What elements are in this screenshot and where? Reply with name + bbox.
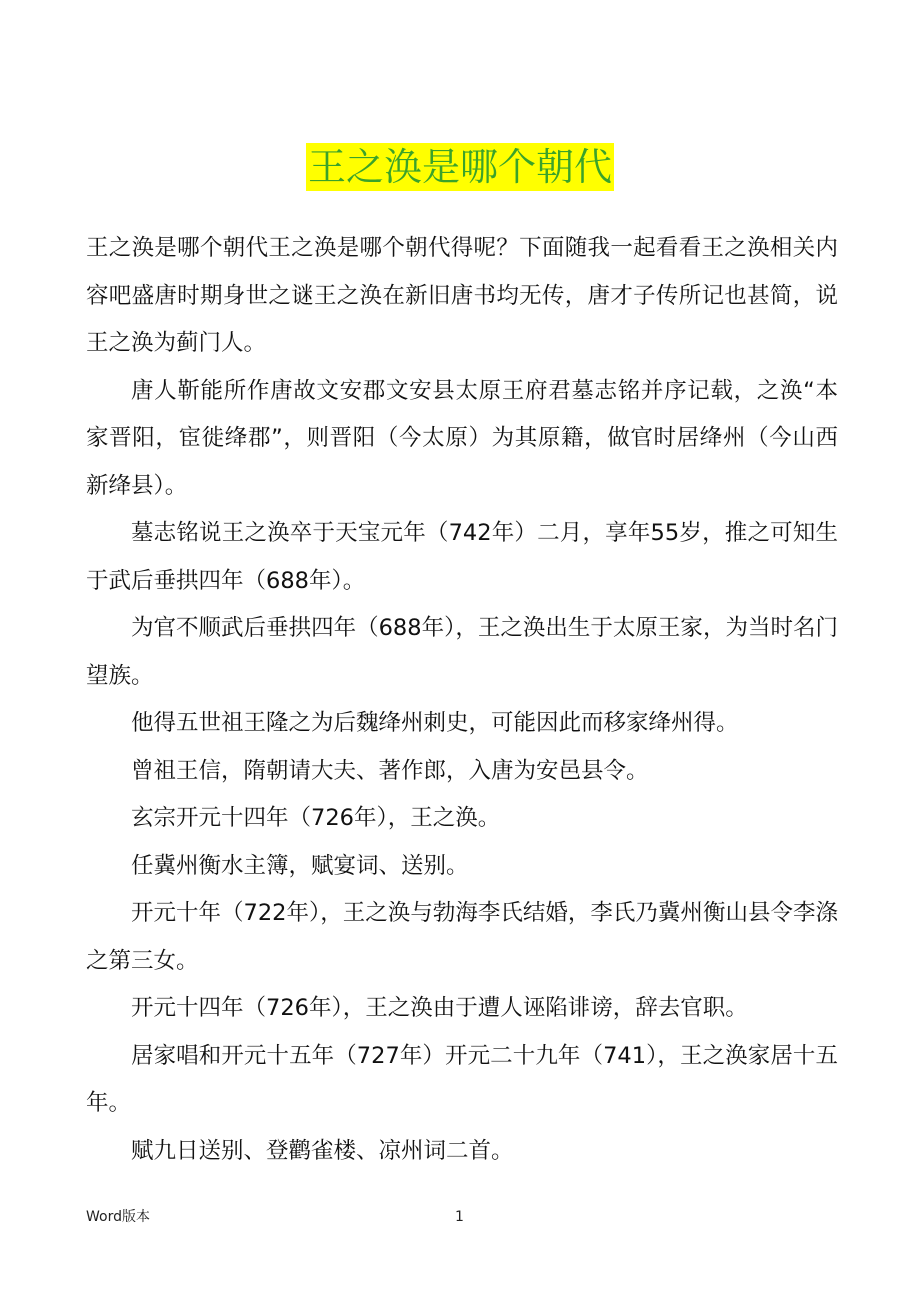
paragraph: 王之涣是哪个朝代王之涣是哪个朝代得呢？下面随我一起看看王之涣相关内容吧盛唐时期身世之谜王之涣在新旧唐书均无传，唐才子传所记也甚简，说王之涣为蓟门人。 (86, 235, 838, 356)
paragraph: 开元十四年（726年），王之涣由于遭人诬陷诽谤，辞去官职。 (131, 995, 748, 1021)
paragraph: 任冀州衡水主簿，赋宴词、送别。 (131, 852, 469, 879)
paragraph: 居家唱和开元十五年（727年）开元二十九年（741），王之涣家居十五年。 (86, 1042, 838, 1116)
page-number: 1 (455, 1209, 464, 1225)
paragraph: 他得五世祖王隆之为后魏绛州刺史，可能因此而移家绛州得。 (131, 710, 739, 736)
document-body (86, 225, 838, 1175)
paragraph: 唐人靳能所作唐故文安郡文安县太原王府君墓志铭并序记载，之涣“本家晋阳，宦徙绛郡”，则晋阳（今太原）为其原籍，做官时居绛州（今山西新绛县）。 (86, 377, 838, 499)
paragraph: 玄宗开元十四年（726年），王之涣。 (131, 805, 501, 831)
paragraph: 赋九日送别、登鹳雀楼、凉州词二首。 (131, 1137, 514, 1164)
paragraph: 墓志铭说王之涣卒于天宝元年（742年）二月，享年55岁，推之可知生于武后垂拱四年（688年）。 (86, 520, 838, 594)
paragraph: 曾祖王信，隋朝请大夫、著作郎，入唐为安邑县令。 (131, 757, 649, 784)
footer-label: Word版本 (86, 1209, 150, 1225)
title-container (0, 143, 920, 191)
paragraph: 为官不顺武后垂拱四年（688年），王之涣出生于太原王家，为当时名门望族。 (86, 615, 838, 689)
paragraph: 开元十年（722年），王之涣与勃海李氏结婚，李氏乃冀州衡山县令李涤之第三女。 (86, 900, 838, 974)
document-title: 王之涣是哪个朝代 (307, 145, 612, 189)
